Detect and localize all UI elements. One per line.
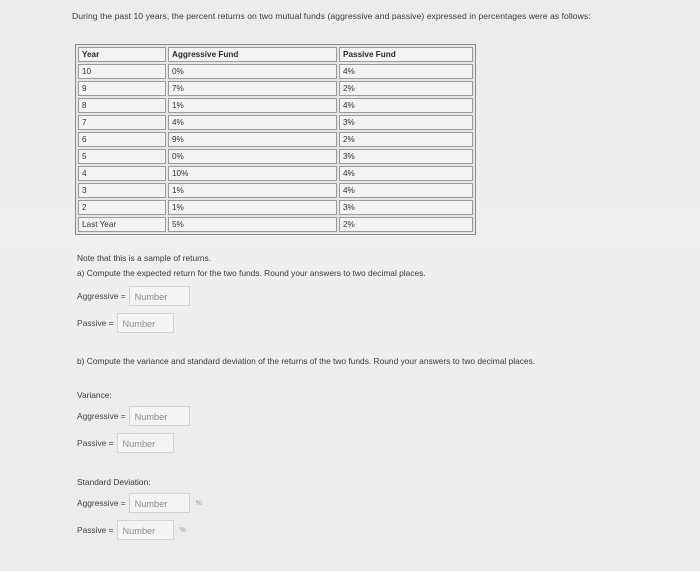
cell-aggressive: 1% (168, 183, 337, 198)
expected-aggressive-input[interactable]: Number (129, 286, 190, 306)
cell-aggressive: 5% (168, 217, 337, 232)
cell-year: 5 (78, 149, 166, 164)
std-dev-aggressive-row (77, 493, 202, 513)
table-row (78, 115, 473, 130)
cell-year: 8 (78, 98, 166, 113)
table-row (78, 217, 473, 232)
question-intro: During the past 10 years, the percent returns on two mutual funds (aggressive and passive) expressed in percentages were as follows: (72, 11, 591, 21)
std-dev-passive-row (77, 520, 186, 540)
table-row (78, 81, 473, 96)
part-b-prompt: b) Compute the variance and standard deviation of the returns of the two funds. Round your answers to two decimal places. (77, 356, 536, 366)
cell-passive: 2% (339, 217, 473, 232)
cell-year: 4 (78, 166, 166, 181)
header-passive-fund: Passive Fund (339, 47, 473, 62)
cell-aggressive: 1% (168, 98, 337, 113)
cell-passive: 2% (339, 132, 473, 147)
cell-aggressive: 0% (168, 149, 337, 164)
cell-year: 9 (78, 81, 166, 96)
cell-aggressive: 4% (168, 115, 337, 130)
cell-passive: 4% (339, 183, 473, 198)
cell-year: 6 (78, 132, 166, 147)
std-dev-aggressive-unit: % (195, 499, 202, 507)
expected-passive-row (77, 313, 174, 333)
table-row (78, 166, 473, 181)
cell-year: Last Year (78, 217, 166, 232)
cell-aggressive: 0% (168, 64, 337, 79)
part-a-prompt: a) Compute the expected return for the two funds. Round your answers to two decimal places. (77, 268, 426, 278)
cell-aggressive: 1% (168, 200, 337, 215)
std-dev-heading: Standard Deviation: (77, 477, 151, 487)
std-dev-passive-input[interactable]: Number (117, 520, 174, 540)
header-aggressive-fund: Aggressive Fund (168, 47, 337, 62)
cell-year: 2 (78, 200, 166, 215)
variance-aggressive-row (77, 406, 190, 426)
cell-year: 3 (78, 183, 166, 198)
expected-passive-label: Passive = (77, 318, 114, 328)
header-year: Year (78, 47, 166, 62)
table-row (78, 98, 473, 113)
std-dev-passive-label: Passive = (77, 525, 114, 535)
variance-aggressive-label: Aggressive = (77, 411, 126, 421)
std-dev-aggressive-label: Aggressive = (77, 498, 126, 508)
table-row (78, 149, 473, 164)
cell-passive: 3% (339, 200, 473, 215)
cell-passive: 3% (339, 149, 473, 164)
cell-aggressive: 9% (168, 132, 337, 147)
returns-table (75, 44, 476, 235)
variance-aggressive-input[interactable]: Number (129, 406, 190, 426)
cell-passive: 3% (339, 115, 473, 130)
variance-heading: Variance: (77, 390, 112, 400)
variance-passive-input[interactable]: Number (117, 433, 174, 453)
cell-aggressive: 10% (168, 166, 337, 181)
expected-passive-input[interactable]: Number (117, 313, 174, 333)
expected-aggressive-label: Aggressive = (77, 291, 126, 301)
sample-note: Note that this is a sample of returns. (77, 253, 212, 263)
expected-aggressive-row (77, 286, 190, 306)
cell-passive: 2% (339, 81, 473, 96)
std-dev-aggressive-input[interactable]: Number (129, 493, 190, 513)
cell-passive: 4% (339, 98, 473, 113)
cell-passive: 4% (339, 64, 473, 79)
std-dev-passive-unit: % (179, 526, 186, 534)
cell-year: 10 (78, 64, 166, 79)
table-row (78, 64, 473, 79)
table-row (78, 183, 473, 198)
table-header-row (78, 47, 473, 62)
cell-aggressive: 7% (168, 81, 337, 96)
table-row (78, 132, 473, 147)
variance-passive-row (77, 433, 174, 453)
cell-passive: 4% (339, 166, 473, 181)
table-row (78, 200, 473, 215)
cell-year: 7 (78, 115, 166, 130)
variance-passive-label: Passive = (77, 438, 114, 448)
